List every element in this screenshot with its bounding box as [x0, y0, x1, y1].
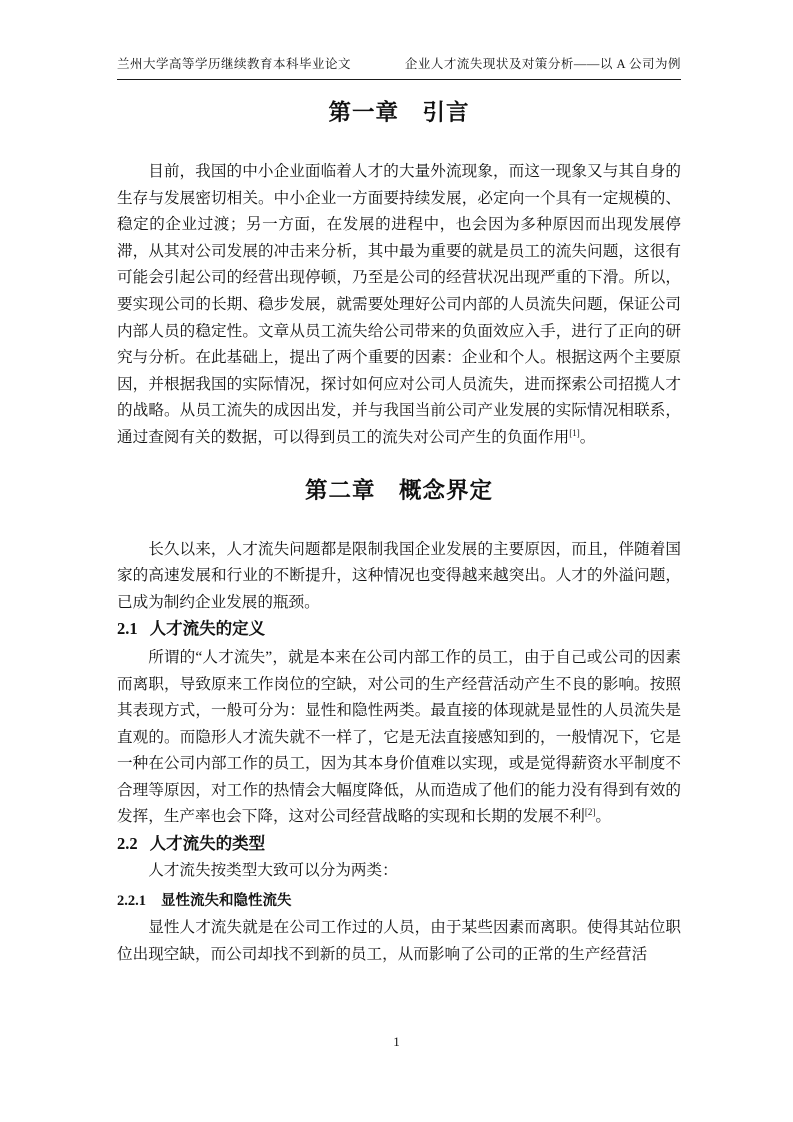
header-left-text: 兰州大学高等学历继续教育本科毕业论文	[117, 57, 352, 71]
paragraph-text: 所谓的“人才流失”，就是本来在公司内部工作的员工，由于自己或公司的因素而离职，导致原来工作岗位的空缺，对公司的生产经营活动产生不良的影响。按照其表现方式，一般可分为：显性和隐性两类。最直接的体现就是显性的人员流失是直观的。而隐形人才流失就不一样了，它是无法直接感知到的，一般情况下，它是一种在公司内部工作的员工，因为其本身价值难以实现，或是觉得薪资水平制度不合理等原因，对工作的热情会大幅度降低，从而造成了他们的能力没有得到有效的发挥，生产率也会下降，这对公司经营战略的实现和长期的发展不利	[117, 648, 681, 826]
header-right-text: 企业人才流失现状及对策分析——以 A 公司为例	[404, 57, 681, 71]
page-footer	[0, 1034, 793, 1050]
section-2-1-paragraph	[117, 645, 681, 831]
footnote-ref-1: [1]	[569, 427, 580, 438]
section-2-2-number: 2.2	[117, 834, 138, 854]
section-2-2-title: 人才流失的类型	[149, 835, 266, 854]
page-header	[117, 54, 681, 80]
document-content	[117, 90, 681, 968]
chapter-1-paragraph	[117, 159, 681, 452]
paragraph-tail: 。	[579, 428, 596, 446]
section-2-2-1-title: 显性流失和隐性流失	[161, 893, 292, 910]
page-number: 1	[393, 1034, 400, 1049]
paragraph-text: 目前，我国的中小企业面临着人才的大量外流现象，而这一现象又与其自身的生存与发展密切相关。中小企业一方面要持续发展，必定向一个具有一定规模的、稳定的企业过渡；另一方面，在发展的进程中，也会因为多种原因而出现发展停滞，从其对公司发展的冲击来分析，其中最为重要的就是员工的流失问题，这很有可能会引起公司的经营出现停顿，乃至是公司的经营状况出现严重的下滑。所以，要实现公司的长期、稳步发展，就需要处理好公司内部的人员流失问题，保证公司内部人员的稳定性。文章从员工流失给公司带来的负面效应入手，进行了正向的研究与分析。在此基础上，提出了两个重要的因素：企业和个人。根据这两个主要原因，并根据我国的实际情况，探讨如何应对公司人员流失，进而探索公司招揽人才的战略。从员工流失的成因出发，并与我国当前公司产业发展的实际情况相联系，通过查阅有关的数据，可以得到员工的流失对公司产生的负面作用	[117, 163, 681, 446]
section-2-2-paragraph: 人才流失按类型大致可以分为两类：	[148, 861, 398, 879]
section-2-2-1-number: 2.2.1	[117, 893, 146, 910]
section-2-1-title: 人才流失的定义	[149, 620, 266, 639]
section-2-1-heading	[117, 616, 681, 643]
section-2-1-number: 2.1	[117, 619, 138, 639]
footnote-ref-2: [2]	[584, 807, 596, 818]
chapter-1-title: 第一章 引言	[328, 100, 470, 125]
paragraph-tail: 。	[595, 808, 611, 826]
section-2-2-heading	[117, 831, 681, 858]
section-2-2-1-paragraph: 显性人才流失就是在公司工作过的人员，由于某些因素而离职。使得其站位职位出现空缺，而公司却找不到新的员工，从而影响了公司的正常的生产经营活	[117, 919, 681, 963]
chapter-2-title: 第二章 概念界定	[304, 477, 493, 503]
section-2-2-1-heading	[117, 889, 681, 913]
chapter-2-intro-paragraph: 长久以来，人才流失问题都是限制我国企业发展的主要原因，而且，伴随着国家的高速发展和行业的不断提升，这种情况也变得越来越突出。人才的外溢问题，已成为制约企业发展的瓶颈。	[117, 540, 681, 611]
